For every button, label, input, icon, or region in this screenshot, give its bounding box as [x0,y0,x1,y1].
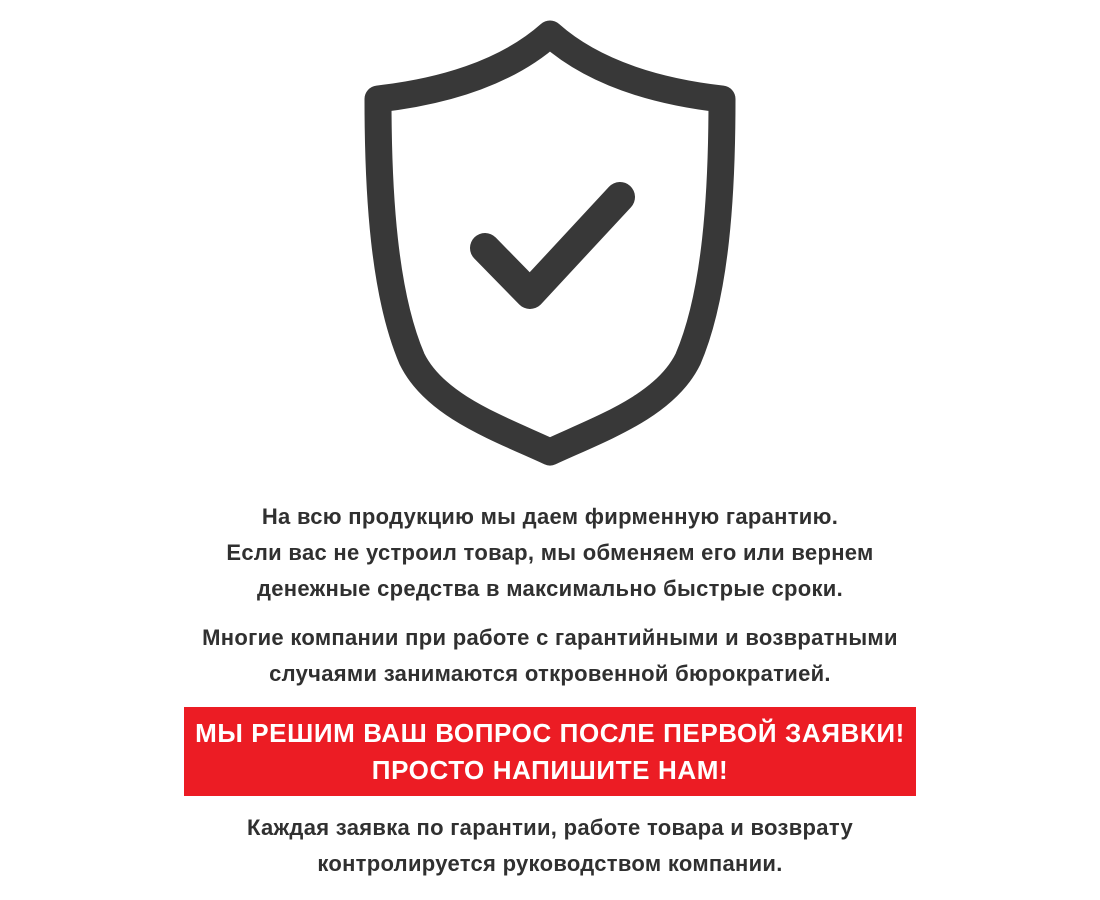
guarantee-line-2: Если вас не устроил товар, мы обменяем его или вернем [226,540,874,565]
shield-outline [378,34,722,452]
bureaucracy-line-1: Многие компании при работе с гарантийными и возвратными [202,625,898,650]
control-line-2: контролируется руководством компании. [317,851,783,876]
guarantee-line-3: денежные средства в максимально быстрые сроки. [256,576,844,601]
control-paragraph [247,810,853,882]
promo-banner-line-1: МЫ РЕШИМ ВАШ ВОПРОС ПОСЛЕ ПЕРВОЙ ЗАЯВКИ! [195,717,905,748]
check-mark-icon [485,197,620,294]
bureaucracy-line-2: случаями занимаются откровенной бюрократией. [269,661,831,686]
promo-banner [184,707,916,796]
control-line-1: Каждая заявка по гарантии, работе товара и возврату [247,815,853,840]
guarantee-paragraph [226,499,873,607]
promo-banner-line-2: ПРОСТО НАПИШИТЕ НАМ! [371,754,729,785]
shield-check-icon [360,14,740,466]
guarantee-line-1: На всю продукцию мы даем фирменную гарантию. [261,504,839,529]
bureaucracy-paragraph [202,620,898,692]
